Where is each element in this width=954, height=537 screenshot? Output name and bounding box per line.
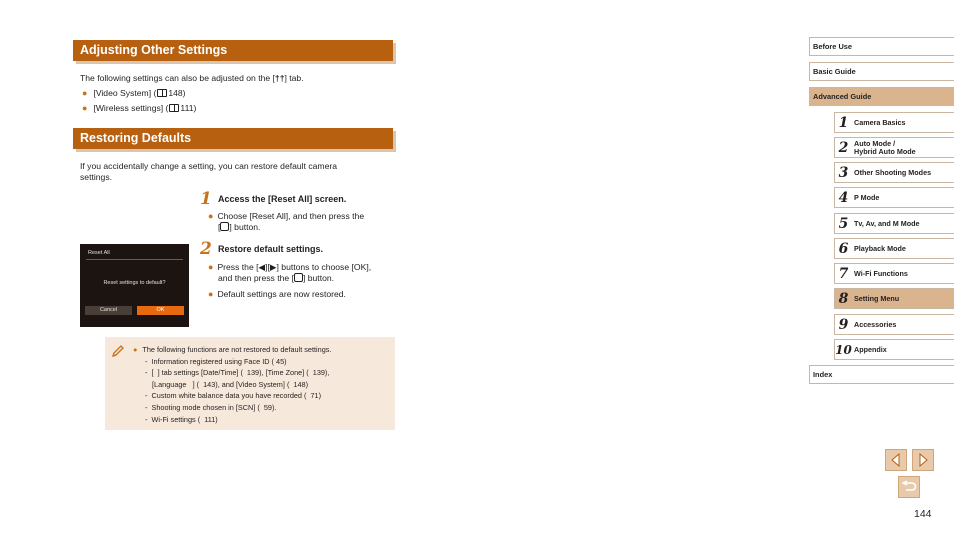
left-arrow-icon: ◀ bbox=[258, 262, 266, 272]
chapter-8[interactable]: 8 Setting Menu bbox=[834, 288, 954, 309]
camera-screen-title: Reset All bbox=[88, 250, 110, 256]
camera-screen-message: Reset settings to default? bbox=[103, 280, 166, 286]
note-item: - [ ] tab settings [Date/Time] ( 139), [Time Zone] ( 139), bbox=[145, 368, 330, 377]
note-item: - Shooting mode chosen in [SCN] ( 59). bbox=[145, 403, 277, 412]
bullet-icon: ● bbox=[82, 103, 88, 113]
page-number: 144 bbox=[914, 508, 932, 520]
book-ref-icon bbox=[169, 104, 179, 112]
prev-page-button[interactable] bbox=[885, 449, 907, 471]
bullet-icon: ● bbox=[208, 289, 214, 299]
note-box bbox=[105, 337, 395, 430]
bullet-icon: ● bbox=[82, 88, 88, 98]
step-title: Access the [Reset All] screen. bbox=[218, 194, 347, 204]
camera-ok-button: OK bbox=[137, 306, 184, 315]
right-arrow-icon bbox=[917, 453, 929, 467]
camera-cancel-button: Cancel bbox=[85, 306, 132, 315]
note-item: - Information registered using Face ID ( 45) bbox=[145, 357, 287, 366]
bullet-icon: ● bbox=[208, 262, 214, 272]
bullet-icon: ● bbox=[133, 345, 138, 354]
section2-intro-line1: If you accidentally change a setting, you can restore default camera bbox=[80, 161, 338, 171]
next-page-button[interactable] bbox=[912, 449, 934, 471]
step-bullet-cont: and then press the [ ] button. bbox=[218, 273, 335, 283]
step-bullet: ● Press the [◀][▶] buttons to choose [OK], bbox=[208, 262, 372, 272]
book-ref-icon bbox=[157, 89, 167, 97]
func-set-button-icon bbox=[294, 273, 303, 282]
left-arrow-icon bbox=[890, 453, 902, 467]
divider bbox=[86, 259, 183, 260]
bullet-icon: ● bbox=[208, 211, 214, 221]
step-bullet: ● Choose [Reset All], and then press the bbox=[208, 211, 365, 221]
step-number: 2 bbox=[200, 239, 212, 259]
chapter-2[interactable]: 2 Auto Mode / Hybrid Auto Mode bbox=[834, 137, 954, 158]
chapter-5[interactable]: 5 Tv, Av, and M Mode bbox=[834, 213, 954, 234]
section1-intro: The following settings can also be adjusted on the [††] tab. bbox=[80, 73, 304, 83]
step-number: 1 bbox=[200, 189, 212, 209]
nav-before-use[interactable]: Before Use bbox=[809, 37, 954, 56]
pencil-note-icon bbox=[110, 343, 126, 359]
return-icon bbox=[901, 480, 917, 494]
section2-intro-line2: settings. bbox=[80, 172, 113, 182]
note-item: - Wi-Fi settings ( 111) bbox=[145, 415, 218, 424]
nav-basic-guide[interactable]: Basic Guide bbox=[809, 62, 954, 81]
return-button[interactable] bbox=[898, 476, 920, 498]
chapter-7[interactable]: 7 Wi-Fi Functions bbox=[834, 263, 954, 284]
step-bullet: ● Default settings are now restored. bbox=[208, 289, 346, 299]
camera-reset-screen bbox=[80, 244, 189, 327]
chapter-10[interactable]: 10 Appendix bbox=[834, 339, 954, 360]
note-item-cont: [Language ] ( 143), and [Video System] ( 148) bbox=[152, 380, 309, 389]
list-item: ● [Video System] ( 148) bbox=[82, 88, 186, 98]
nav-index[interactable]: Index bbox=[809, 365, 954, 384]
step-title: Restore default settings. bbox=[218, 244, 324, 254]
step-bullet-cont: [ ] button. bbox=[218, 222, 261, 232]
section-title-adjusting: Adjusting Other Settings bbox=[73, 40, 393, 61]
chapter-6[interactable]: 6 Playback Mode bbox=[834, 238, 954, 259]
chapter-3[interactable]: 3 Other Shooting Modes bbox=[834, 162, 954, 183]
nav-advanced-guide[interactable]: Advanced Guide bbox=[809, 87, 954, 106]
note-item: - Custom white balance data you have recorded ( 71) bbox=[145, 391, 322, 400]
chapter-1[interactable]: 1 Camera Basics bbox=[834, 112, 954, 133]
chapter-9[interactable]: 9 Accessories bbox=[834, 314, 954, 335]
chapter-4[interactable]: 4 P Mode bbox=[834, 187, 954, 208]
list-item: ● [Wireless settings] ( 111) bbox=[82, 103, 197, 113]
note-lead: ● The following functions are not restored to default settings. bbox=[133, 345, 332, 354]
tools-tab-icon: †† bbox=[274, 73, 285, 83]
section-title-restoring: Restoring Defaults bbox=[73, 128, 393, 149]
right-arrow-icon: ▶ bbox=[269, 262, 277, 272]
